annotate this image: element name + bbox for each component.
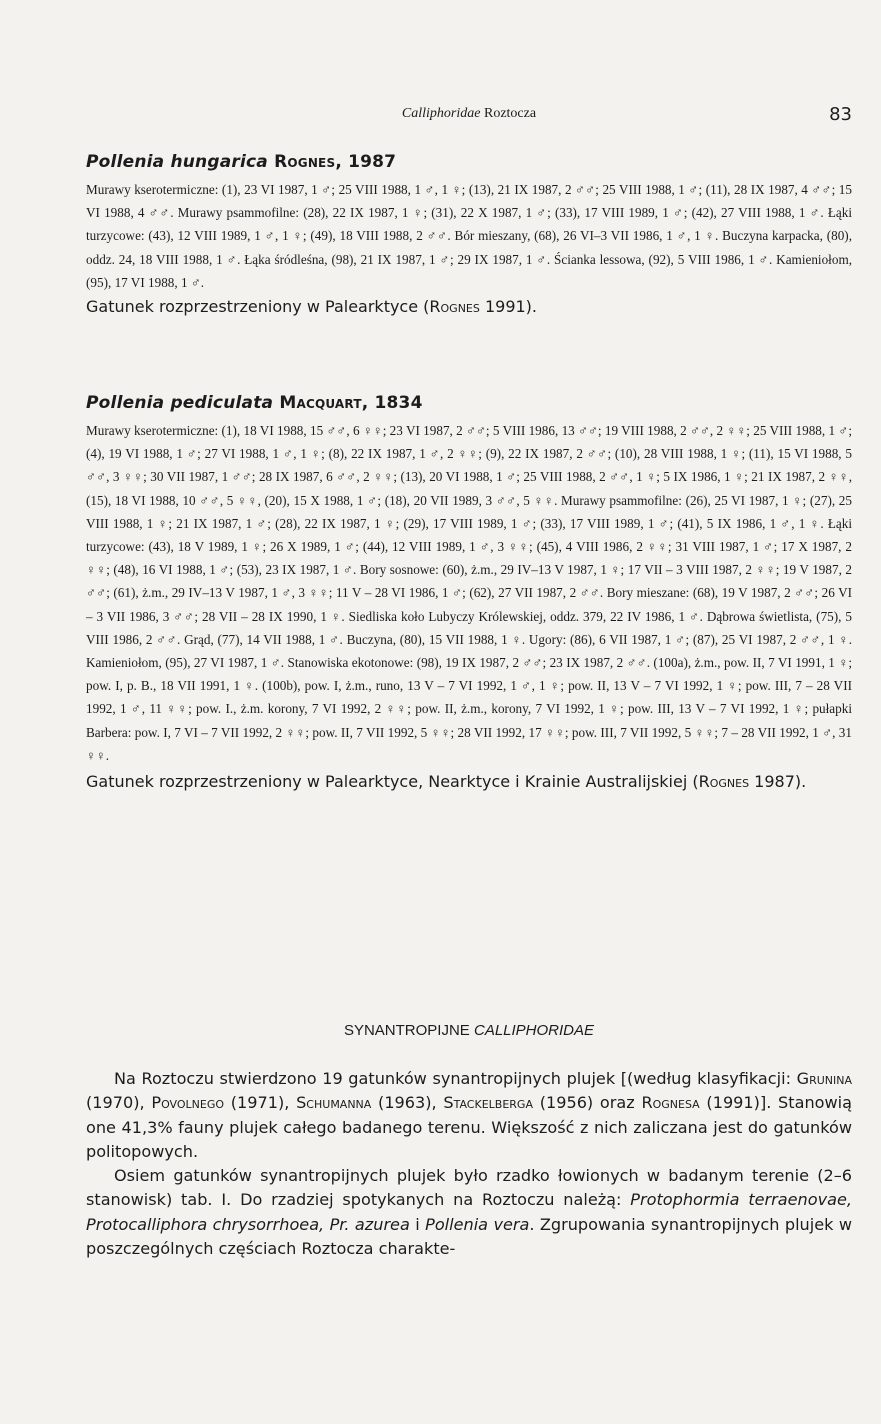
paragraph-synanthropic-count — [86, 1067, 852, 1164]
text-run: (1963), — [371, 1093, 444, 1113]
species-entry-pediculata — [86, 393, 852, 793]
section-heading-family: CALLIPHORIDAE — [473, 1022, 595, 1039]
section-heading — [86, 1022, 852, 1039]
text-run: (1956) oraz — [532, 1093, 642, 1113]
species-records — [86, 419, 852, 767]
species-records — [86, 178, 852, 294]
paragraph-rare-species — [86, 1164, 852, 1261]
text-run: . Zgrupowania synantropijnych plujek w poszczególnych częściach Roztocza charakte- — [86, 1214, 853, 1259]
species-year: , 1834 — [361, 393, 423, 413]
species-author: Macquart — [279, 393, 362, 413]
species-name-inline: Pollenia vera — [425, 1214, 530, 1234]
species-name: Pollenia pediculata — [86, 393, 274, 413]
distribution-note — [86, 296, 852, 318]
text-run: (1971), — [224, 1093, 297, 1113]
body-text — [86, 1067, 852, 1261]
records-text: Murawy kserotermiczne: (1), 23 VI 1987, 1 ♂; 25 VIII 1988, 1 ♂, 1 ♀; (13), 21 IX 1987, 2 ♂♂; 25 VIII 1988, 1 ♂; (11), 28 IX 1987, 4 ♂♂; 15 VI 1988, 4 ♂♂. Murawy psammofilne: (28), 22 IX 1987, 1 ♀; (31), 22 X 1987, 1 ♂; (33), 17 VIII 1989, 1 ♂; (42), 27 VIII 1988, 1 ♂. Łąki turzycowe: (43), 12 VIII 1989, 1 ♂, 1 ♀; (49), 18 VIII 1988, 2 ♂♂. Bór mieszany, (68), 26 VI–3 VII 1986, 1 ♂, 1 ♀. Buczyna karpacka, (80), oddz. 24, 18 VIII 1988, 1 ♂. Łąka śródleśna, (98), 21 IX 1987, 1 ♂; 29 IX 1987, 1 ♂. Ścianka lessowa, (92), 5 VIII 1986, 1 ♂. Kamieniołom, (95), 17 VI 1988, 1 ♂. — [86, 182, 852, 290]
text-run: (1970), — [86, 1093, 152, 1113]
text-run: (1991)]. Stanowią one 41,3% fauny plujek całego badanego terenu. Większość z nich zaliczana jest do gatunków politopowych. — [86, 1093, 852, 1161]
running-title — [86, 106, 852, 122]
running-head — [86, 106, 852, 132]
citation-author: Grunina — [796, 1069, 852, 1088]
citation-author: Schumanna — [296, 1093, 372, 1113]
section-heading-text: SYNANTROPIJNE — [343, 1022, 474, 1039]
species-entry-hungarica — [86, 152, 852, 318]
distribution-note — [86, 771, 852, 793]
page-number: 83 — [829, 104, 852, 125]
distribution-author: Rognes — [429, 297, 480, 317]
text-run: Osiem gatunków synantropijnych plujek było rzadko łowionych w badanym terenie (2–6 stanowisk) tab. I. Do rzadziej spotykanych na Roztoczu należą: — [86, 1166, 852, 1210]
distribution-year: 1987). — [749, 772, 807, 792]
species-heading — [86, 152, 852, 172]
species-year: , 1987 — [335, 152, 397, 172]
distribution-text: Gatunek rozprzestrzeniony w Palearktyce, Nearktyce i Krainie Australijskiej ( — [86, 772, 699, 792]
running-title-region: Roztocza — [483, 106, 537, 121]
citation-author: Povolnego — [151, 1093, 225, 1113]
species-author: Rognes — [274, 152, 336, 172]
text-run: i — [409, 1214, 426, 1234]
citation-author: Rognesa — [641, 1093, 700, 1113]
distribution-author: Rognes — [698, 772, 750, 792]
species-list: Protophormia terraenovae, Protocalliphora chrysorrhoea, Pr. azurea — [86, 1190, 852, 1234]
citation-author: Stackelberga — [443, 1093, 533, 1113]
species-heading — [86, 393, 852, 413]
records-text: Murawy kserotermiczne: (1), 18 VI 1988, 15 ♂♂, 6 ♀♀; 23 VI 1987, 2 ♂♂; 5 VIII 1986, 13 ♂♂; 19 VIII 1988, 2 ♂♂, 2 ♀♀; 25 VIII 1988, 1 ♂; (4), 19 VI 1988, 1 ♂; 27 VI 1988, 1 ♂, 1 ♀; (8), 22 IX 1987, 1 ♂, 2 ♀♀; (9), 22 IX 1987, 2 ♂♂; (10), 28 VIII 1988, 1 ♀; (11), 15 VI 1988, 5 ♂♂, 3 ♀♀; 30 VII 1987, 1 ♂♂; 28 IX 1987, 6 ♂♂, 2 ♀♀; (13), 20 VI 1988, 1 ♂; 25 VIII 1988, 2 ♂♂, 1 ♀; 5 IX 1986, 1 ♀; 21 IX 1987, 2 ♀♀, (15), 18 VI 1988, 10 ♂♂, 5 ♀♀, (20), 15 X 1988, 1 ♂; (18), 20 VII 1989, 3 ♂♂, 5 ♀♀. Murawy psammofilne: (26), 25 VI 1987, 1 ♀; (27), 25 VIII 1988, 1 ♀; 21 IX 1987, 1 ♂; (28), 22 IX 1987, 1 ♀; (29), 17 VIII 1989, 1 ♂; (33), 17 VIII 1989, 1 ♂; (41), 5 IX 1986, 1 ♂, 1 ♀. Łąki turzycowe: (43), 18 V 1989, 1 ♀; 26 X 1989, 1 ♂; (44), 12 VIII 1989, 1 ♂, 3 ♀♀; (45), 4 VIII 1986, 2 ♀♀; 31 VIII 1987, 1 ♂; 17 X 1987, 2 ♀♀; (48), 16 VI 1988, 1 ♂; (53), 23 IX 1987, 1 ♂. Bory sosnowe: (60), ż.m., 29 IV–13 V 1987, 1 ♀; 17 VII – 3 VIII 1987, 2 ♀♀; 19 V 1987, 2 ♂♂; (61), ż.m., 29 IV–13 V 1987, 1 ♂, 3 ♀♀; 11 V – 28 VI 1986, 1 ♂; (62), 27 VII 1987, 2 ♂♂. Bory mieszane: (68), 19 V 1987, 2 ♂♂; 26 VI – 3 VII 1986, 3 ♂♂; 28 VII – 28 IX 1990, 1 ♀. Siedliska koło Lubyczy Królewskiej, oddz. 379, 22 IV 1986, 1 ♂. Dąbrowa świetlista, (75), 5 VIII 1986, 2 ♂♂. Grąd, (77), 14 VII 1988, 1 ♂. Buczyna, (80), 15 VII 1988, 1 ♀. Ugory: (86), 6 VII 1987, 1 ♂; (87), 25 VI 1987, 2 ♂♂, 1 ♀. Kamieniołom, (95), 27 VI 1987, 1 ♂. Stanowiska ekotonowe: (98), 19 IX 1987, 2 ♂♂; 23 IX 1987, 2 ♂♂. (100a), ż.m., pow. II, 7 VI 1991, 1 ♀; pow. I, p. B., 18 VII 1991, 1 ♀. (100b), pow. I, ż.m., runo, 13 V – 7 VI 1992, 1 ♂, 1 ♀; pow. II, 13 V – 7 VI 1992, 1 ♀; pow. III, 7 – 28 VII 1992, 1 ♂, 11 ♀♀; pow. I., ż.m. korony, 7 VI 1992, 2 ♀♀; pow. II, ż.m., korony, 7 VI 1992, 1 ♀; pow. III, 13 V – 7 VI 1992, 1 ♀; pułapki Barbera: pow. I, 7 VI – 7 VII 1992, 2 ♀♀; pow. II, 7 VII 1992, 5 ♀♀; 28 VII 1992, 17 ♀♀; pow. III, 7 VII 1992, 5 ♀♀; 7 – 28 VII 1992, 1 ♂, 31 ♀♀. — [86, 423, 852, 763]
distribution-text: Gatunek rozprzestrzeniony w Palearktyce ( — [86, 297, 430, 317]
text-run: Na Roztoczu stwierdzono 19 gatunków synantropijnych plujek [(według klasyfikacji: — [114, 1069, 797, 1088]
species-name: Pollenia hungarica — [86, 152, 268, 172]
running-title-family: Calliphoridae — [401, 106, 481, 121]
distribution-year: 1991). — [479, 297, 538, 317]
